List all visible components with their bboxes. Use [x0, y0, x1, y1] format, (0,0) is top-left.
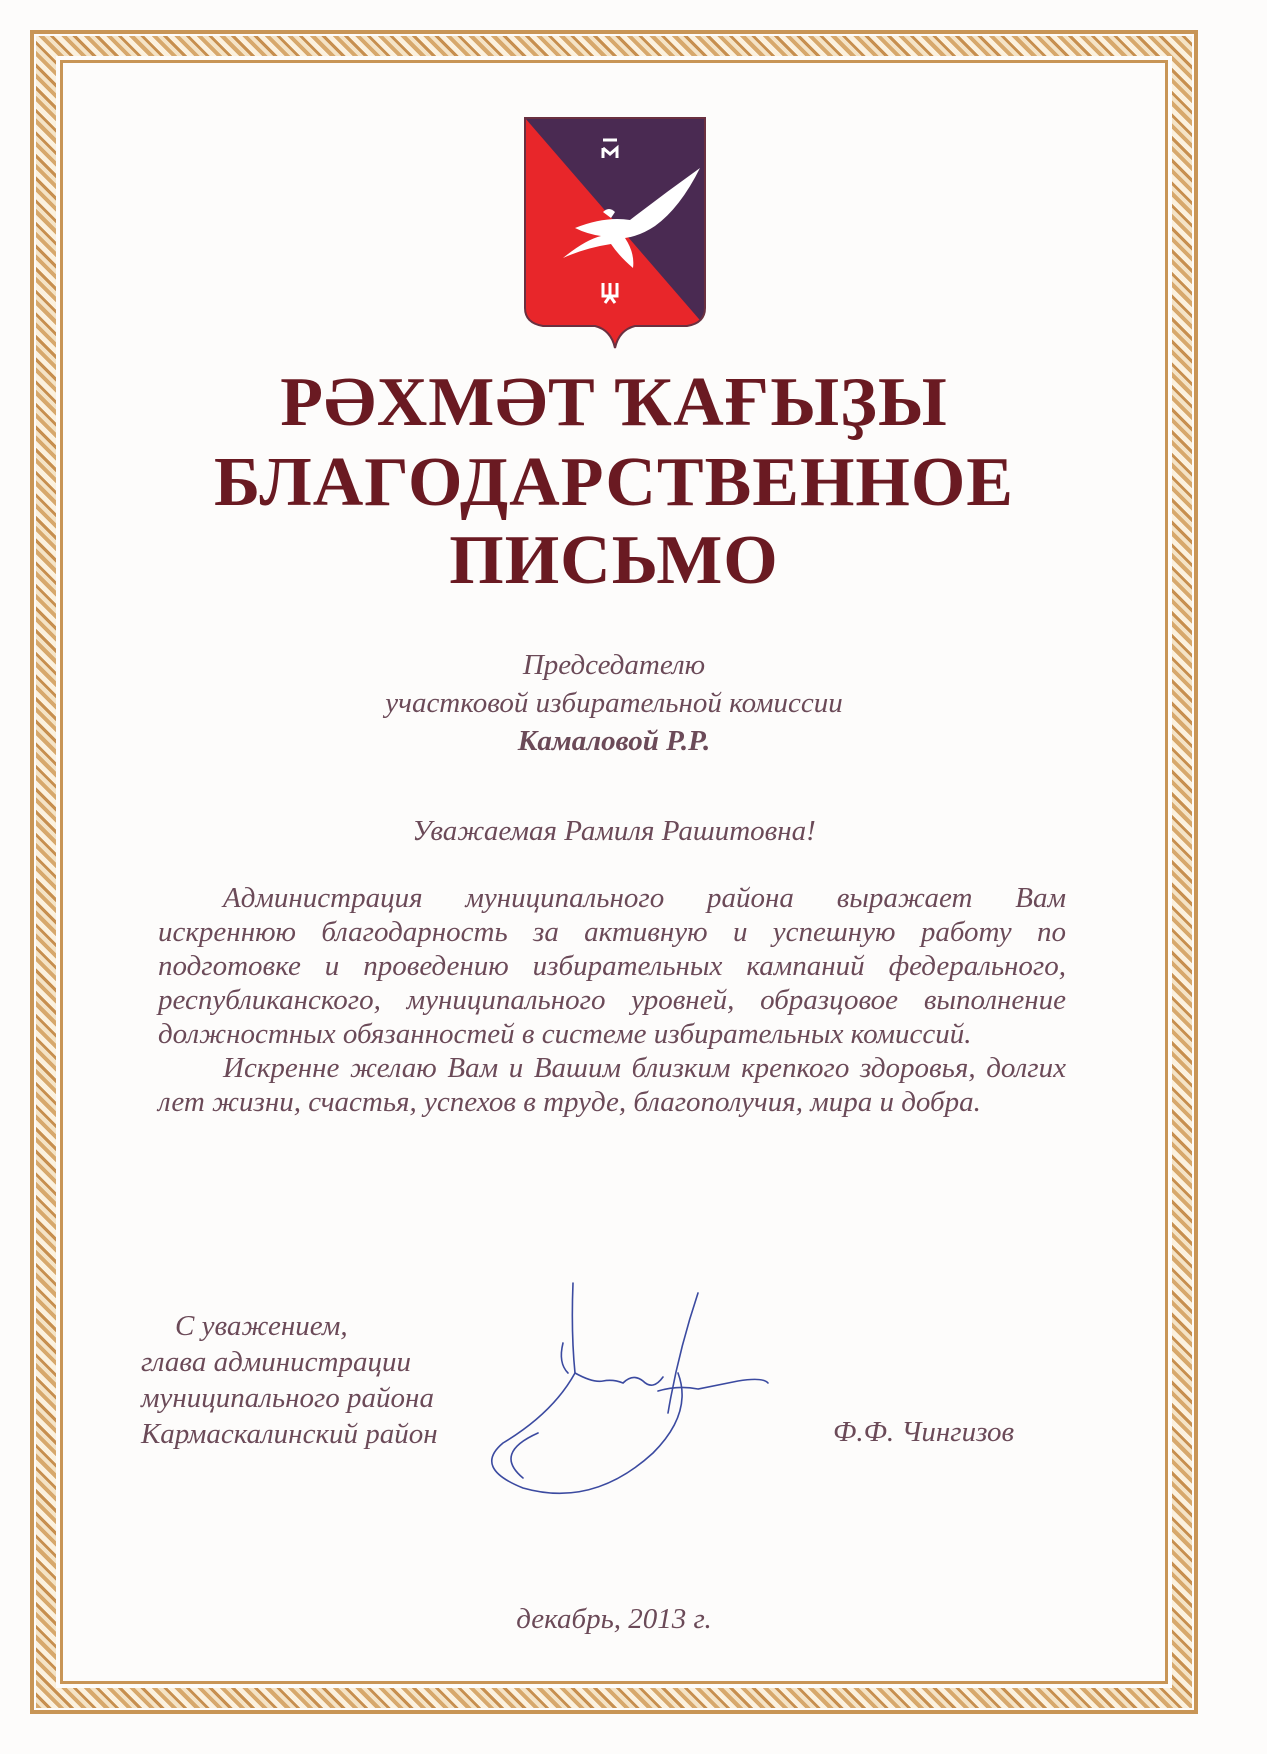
- title-russian-line1: БЛАГОДАРСТВЕННОЕ: [214, 444, 1014, 521]
- addressee-name: Камаловой Р.Р.: [517, 725, 711, 757]
- certificate-content: [63, 63, 1165, 1681]
- title-russian-line2: ПИСЬМО: [449, 522, 779, 599]
- title-bashkir: РӘХМӘТ ҠАҒЫҘЫ: [280, 364, 948, 441]
- letter-date: декабрь, 2013 г.: [516, 1603, 712, 1635]
- letter-body: [158, 881, 1066, 1119]
- signer-title-line1: глава администрации: [141, 1346, 411, 1378]
- signer-name: Ф.Ф. Чингизов: [833, 1416, 1015, 1448]
- signer-title-line3: Кармаскалинский район: [141, 1418, 438, 1450]
- addressee-organization: участковой избирательной комиссии: [385, 687, 843, 719]
- body-paragraph-2: Искренне желаю Вам и Вашим близким крепкого здоровья, долгих лет жизни, счастья, успехов в труде, благополучия, мира и добра.: [158, 1052, 1066, 1118]
- greeting: Уважаемая Рамиля Рашитовна!: [412, 815, 816, 847]
- closing-phrase: С уважением,: [175, 1310, 348, 1342]
- addressee-position: Председателю: [522, 649, 706, 681]
- signer-title-line2: муниципального района: [141, 1382, 434, 1414]
- coat-of-arms-icon: [515, 108, 715, 358]
- body-paragraph-1: Администрация муниципального района выражает Вам искреннюю благодарность за активную и успешную работу по подготовке и проведению избирательных кампаний федерального, республиканского, муниципального уровней, образцовое выполнение должностных обязанностей в системе избирательных комиссий.: [158, 882, 1066, 1050]
- handwritten-signature: [463, 1273, 783, 1513]
